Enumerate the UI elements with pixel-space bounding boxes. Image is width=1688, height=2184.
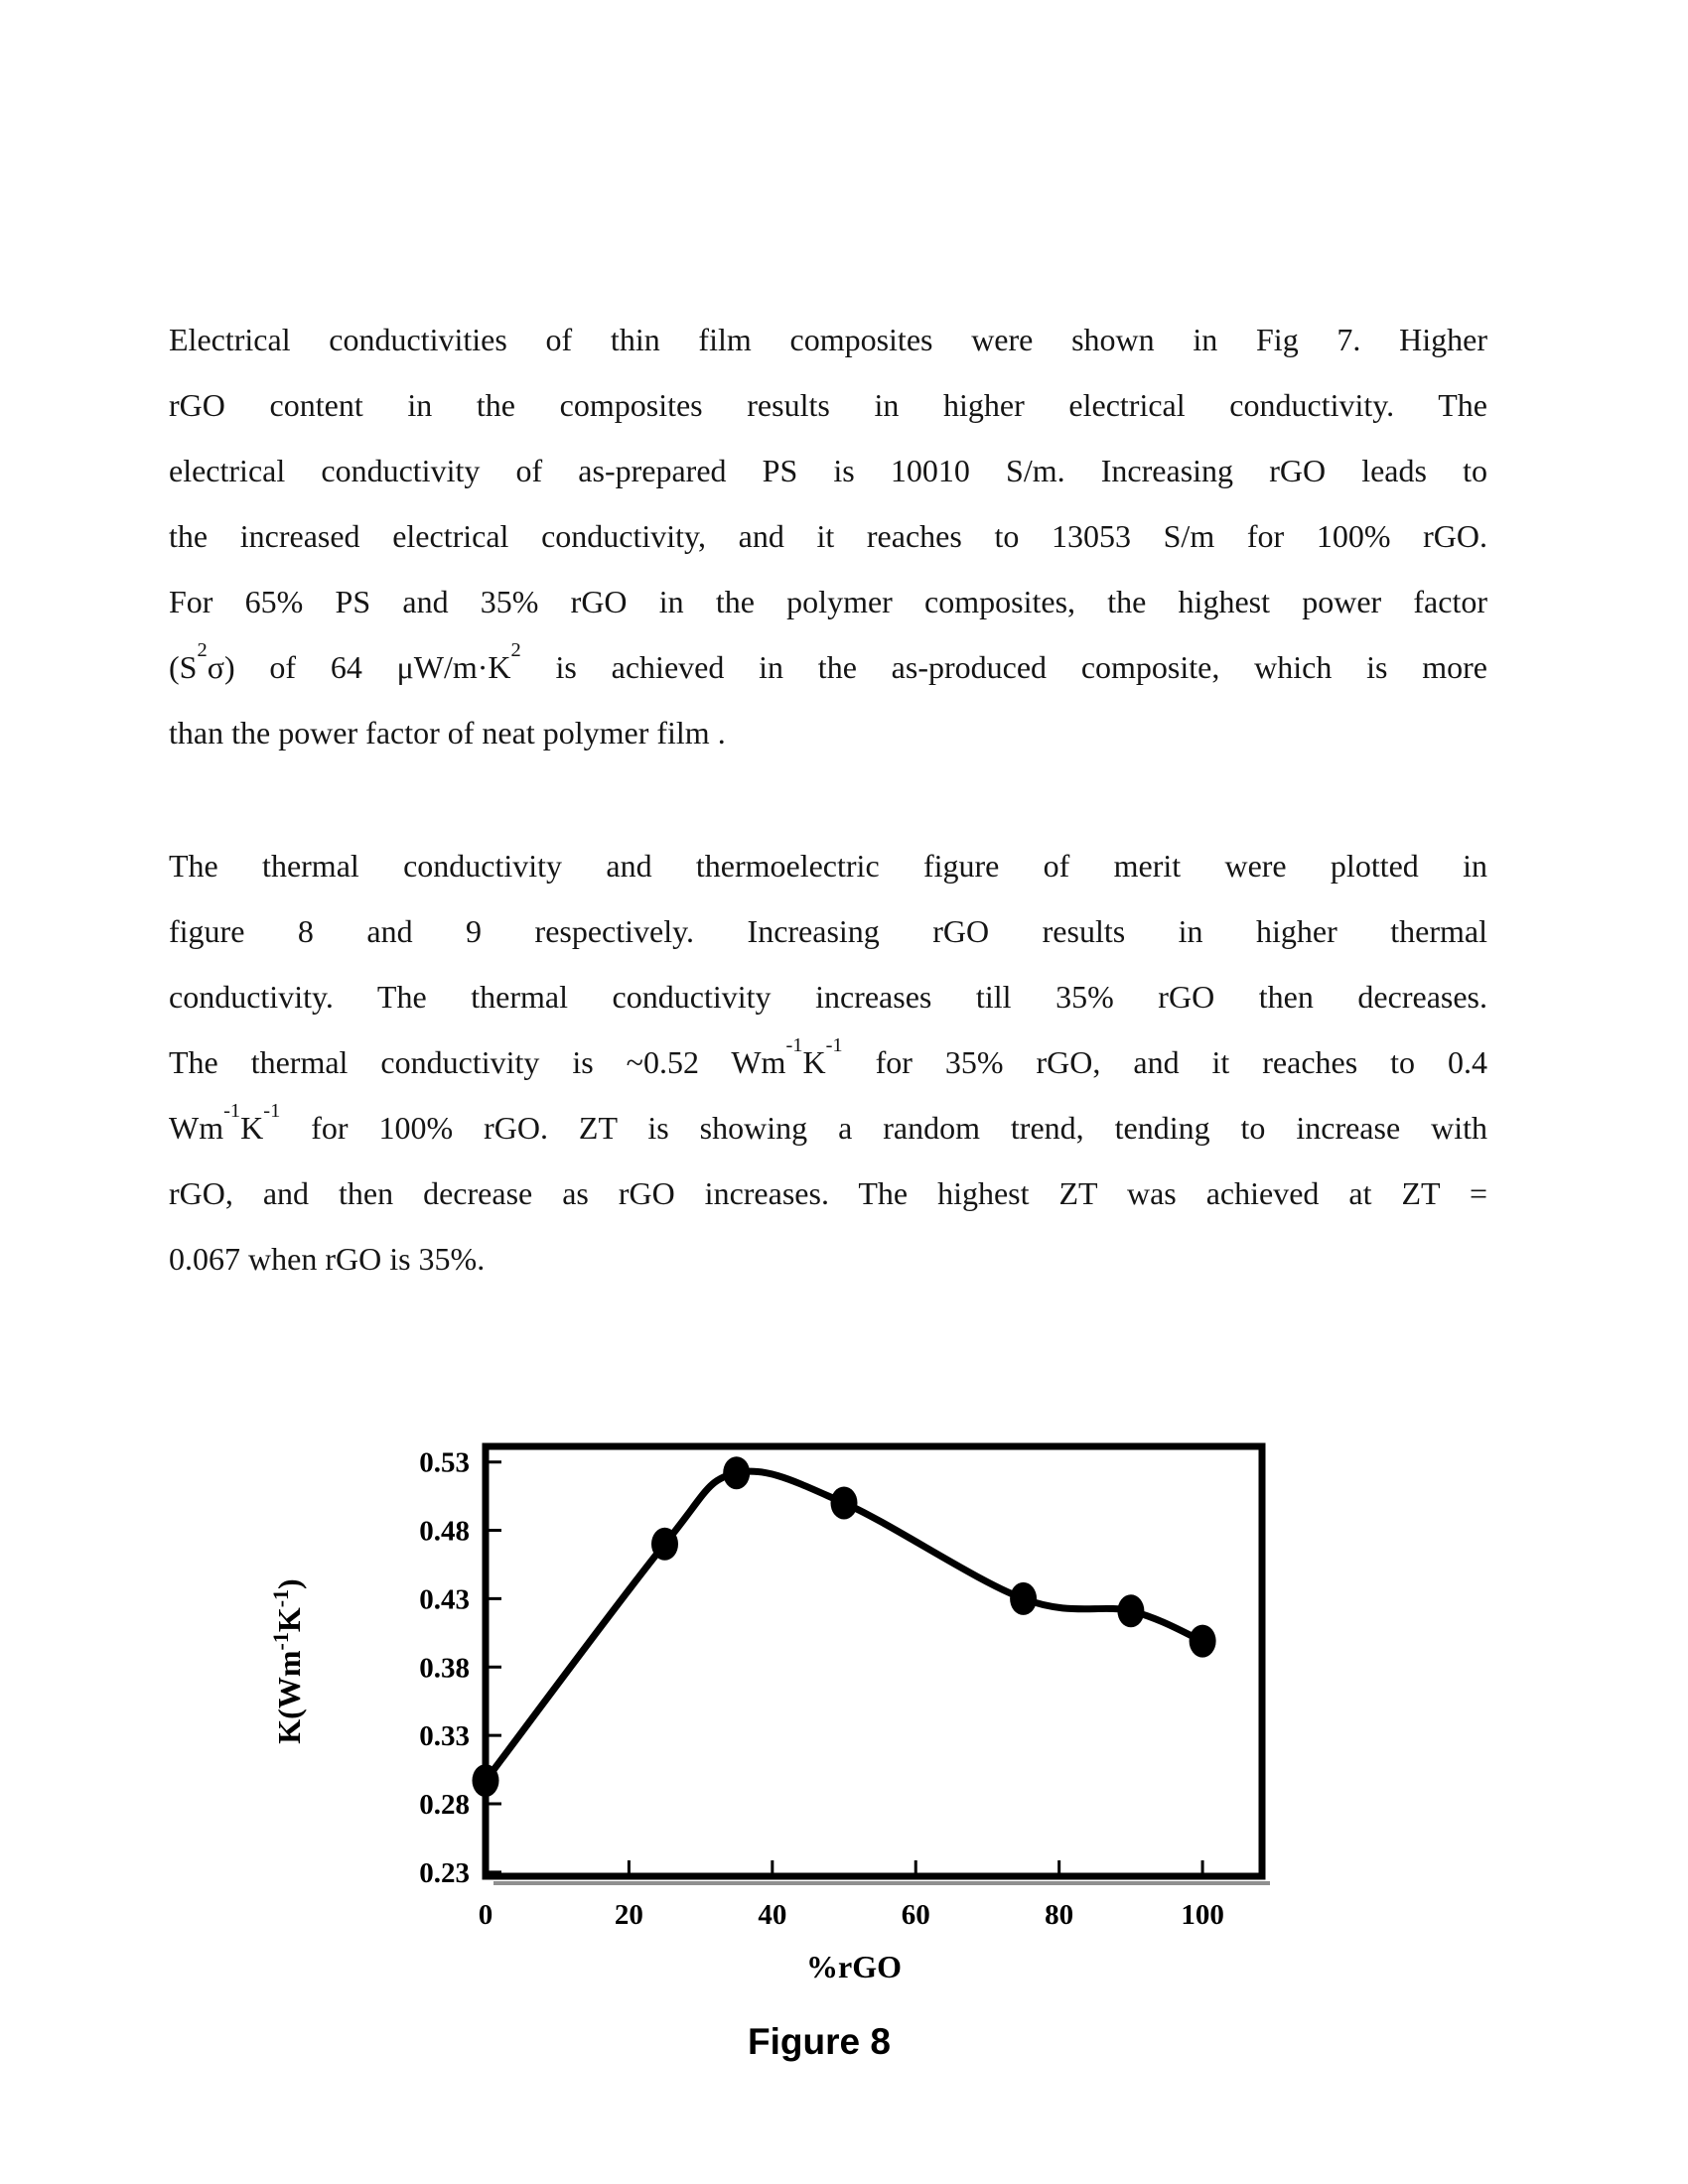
text-line: $(S^2\sigma)$ of 64 $\mu W/m\cdot K^2$ is achieved in the as-produced composite, which is more — [169, 638, 1487, 685]
x-tick-label: 0 — [478, 1899, 493, 1931]
text-line: rGO content in the composites results in higher electrical conductivity. The — [169, 387, 1487, 423]
text-line: The thermal conductivity is ~0.52 $Wm^{-1}K^{-1}$ for 35% rGO, and it reaches to 0.4 — [169, 1033, 1488, 1080]
text-line: the increased electrical conductivity, and it reaches to 13053 S/m for 100% rGO. — [169, 518, 1487, 554]
x-tick-label: 100 — [1181, 1899, 1224, 1931]
y-tick-label: 0.28 — [419, 1789, 470, 1822]
thermal-conductivity-line-chart — [228, 1390, 1340, 2005]
y-tick-label: 0.43 — [419, 1583, 470, 1616]
paragraph-thermal-conductivity — [169, 833, 1487, 1292]
text-line: electrical conductivity of as-prepared PS is 10010 S/m. Increasing rGO leads to — [169, 453, 1487, 488]
x-tick-label: 40 — [758, 1899, 787, 1931]
data-point-marker — [1010, 1582, 1037, 1615]
x-tick-label: 60 — [901, 1899, 930, 1931]
data-point-marker — [723, 1456, 750, 1489]
text-line: The thermal conductivity and thermoelectric figure of merit were plotted in — [169, 848, 1487, 884]
y-tick-label: 0.53 — [419, 1446, 470, 1479]
data-point-marker — [831, 1487, 858, 1520]
y-axis-title: $K(Wm^{-1}K^{-1})$ — [268, 1578, 307, 1744]
y-tick-label: 0.38 — [419, 1652, 470, 1685]
text-line: For 65% PS and 35% rGO in the polymer composites, the highest power factor — [169, 584, 1487, 619]
figure-caption: Figure 8 — [748, 2021, 891, 2062]
y-tick-label: 0.48 — [419, 1515, 470, 1548]
data-point-marker — [1117, 1594, 1144, 1627]
text-line: figure 8 and 9 respectively. Increasing rGO results in higher thermal — [169, 913, 1487, 949]
x-tick-label: 80 — [1045, 1899, 1074, 1931]
data-point-marker — [473, 1764, 499, 1797]
plot-frame — [486, 1446, 1262, 1876]
paragraph-electrical-conductivity — [169, 307, 1487, 765]
y-tick-label: 0.33 — [419, 1720, 470, 1753]
text-line: $Wm^{-1}K^{-1}$ for 100% rGO. ZT is showing a random trend, tending to increase with — [169, 1099, 1487, 1146]
text-line: rGO, and then decrease as rGO increases. The highest ZT was achieved at ZT = — [169, 1175, 1487, 1211]
y-tick-label: 0.23 — [419, 1856, 470, 1889]
x-tick-label: 20 — [614, 1899, 643, 1931]
text-line: 0.067 when rGO is 35%. — [169, 1241, 486, 1277]
x-axis-title: %rGO — [806, 1949, 902, 1984]
text-line: conductivity. The thermal conductivity increases till 35% rGO then decreases. — [169, 979, 1487, 1015]
text-line: Electrical conductivities of thin film composites were shown in Fig 7. Higher — [169, 322, 1487, 357]
text-line: than the power factor of neat polymer film . — [169, 715, 726, 751]
data-point-marker — [651, 1528, 678, 1561]
data-point-marker — [1190, 1625, 1216, 1658]
